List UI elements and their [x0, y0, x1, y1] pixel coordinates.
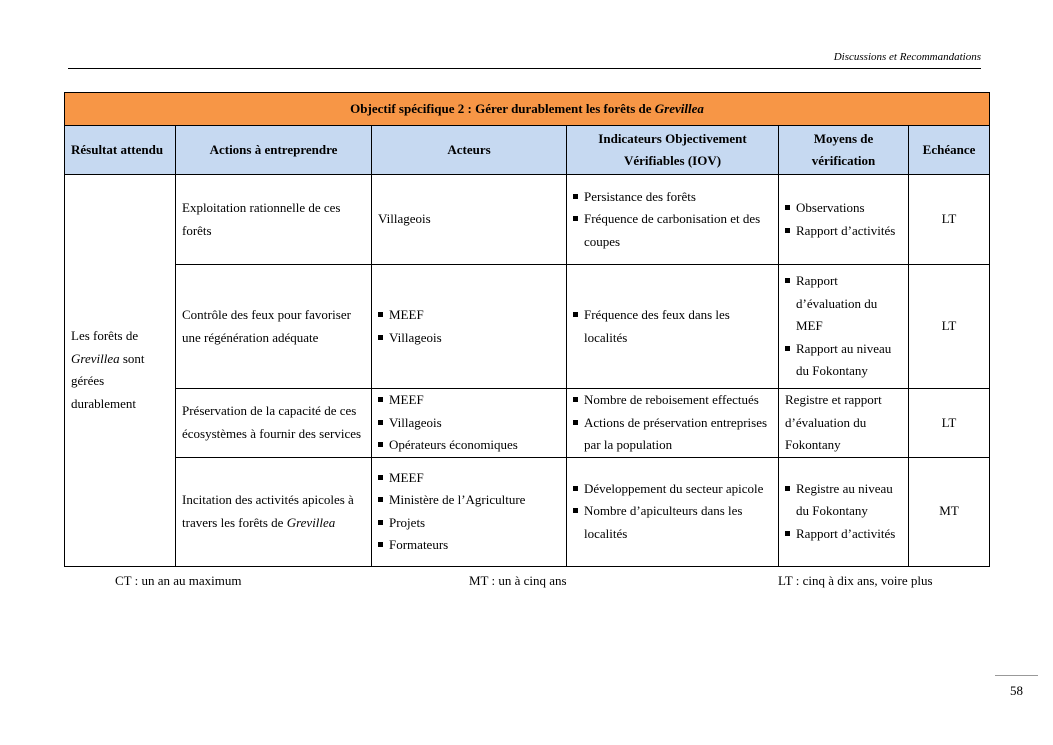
deadline-cell: MT	[909, 457, 990, 566]
iov-item: Fréquence des feux dans les localités	[573, 304, 772, 349]
legend-mt: MT : un à cinq ans	[469, 573, 567, 588]
actor-item: Villageois	[378, 327, 560, 350]
action-text: Incitation des activités apicoles à travers les forêts de	[182, 492, 354, 530]
table-row	[65, 389, 990, 458]
actor-item: Projets	[378, 512, 560, 535]
means-cell	[779, 457, 909, 566]
table-row	[65, 265, 990, 389]
means-item: Observations	[785, 197, 902, 220]
legend-lt: LT : cinq à dix ans, voire plus	[778, 573, 933, 588]
page-number: 58	[1010, 683, 1023, 698]
col-means-line2: vérification	[811, 153, 876, 168]
action-plan-table	[64, 92, 990, 567]
objective-title-text: Objectif spécifique 2 : Gérer durablement les forêts de	[350, 100, 655, 116]
actor-item: Villageois	[378, 412, 560, 435]
legend-ct: CT : un an au maximum	[115, 573, 242, 588]
actors-cell	[372, 389, 567, 458]
iov-item: Actions de préservation entreprises par la population	[573, 412, 772, 457]
iov-item: Développement du secteur apicole	[573, 478, 772, 501]
iov-item: Nombre de reboisement effectués	[573, 389, 772, 412]
column-header-row	[65, 126, 990, 175]
iov-cell	[567, 265, 779, 389]
col-actions-header: Actions à entreprendre	[176, 126, 372, 175]
col-means-header	[779, 126, 909, 175]
footer-rule	[995, 675, 1038, 676]
result-text-1: Les forêts de	[71, 328, 139, 344]
action-cell: Exploitation rationnelle de ces forêts	[176, 175, 372, 265]
result-species: Grevillea	[71, 350, 120, 366]
means-cell	[779, 175, 909, 265]
action-species: Grevillea	[286, 514, 336, 530]
col-iov-header	[567, 126, 779, 175]
actors-cell	[372, 457, 567, 566]
col-iov-line1: Indicateurs Objectivement	[598, 130, 747, 146]
objective-title	[65, 93, 990, 126]
objective-title-species: Grevillea	[654, 100, 704, 116]
means-item: Registre au niveau du Fokontany	[785, 478, 902, 523]
means-item: Rapport au niveau du Fokontany	[785, 338, 902, 383]
deadline-cell: LT	[909, 175, 990, 265]
means-cell: Registre et rapport d’évaluation du Fokontany	[779, 389, 909, 458]
iov-cell	[567, 457, 779, 566]
means-item: Rapport d’activités	[785, 523, 902, 546]
result-text-2: sont gérées durablement	[71, 350, 145, 411]
iov-item: Persistance des forêts	[573, 186, 772, 209]
iov-item: Nombre d’apiculteurs dans les localités	[573, 500, 772, 545]
action-cell: Préservation de la capacité de ces écosystèmes à fournir des services	[176, 389, 372, 458]
actor-item: Ministère de l’Agriculture	[378, 489, 560, 512]
running-head: Discussions et Recommandations	[833, 51, 981, 63]
deadline-cell: LT	[909, 389, 990, 458]
col-actors-header: Acteurs	[372, 126, 567, 175]
table-row	[65, 457, 990, 566]
actor-item: Formateurs	[378, 534, 560, 557]
iov-cell	[567, 175, 779, 265]
actor-item: Opérateurs économiques	[378, 434, 560, 457]
actors-cell: Villageois	[372, 175, 567, 265]
actors-cell	[372, 265, 567, 389]
table-row	[65, 175, 990, 265]
col-iov-line2: Vérifiables (IOV)	[623, 153, 722, 168]
action-cell: Contrôle des feux pour favoriser une régénération adéquate	[176, 265, 372, 389]
means-item: Rapport d’activités	[785, 220, 902, 243]
means-cell	[779, 265, 909, 389]
iov-cell	[567, 389, 779, 458]
objective-row	[65, 93, 990, 126]
col-deadline-header: Echéance	[909, 126, 990, 175]
header-rule	[68, 68, 981, 69]
actor-item: MEEF	[378, 304, 560, 327]
expected-result-cell	[65, 175, 176, 567]
action-cell	[176, 457, 372, 566]
col-means-line1: Moyens de	[813, 130, 874, 146]
means-item: Rapport d’évaluation du MEF	[785, 270, 902, 338]
actor-item: MEEF	[378, 467, 560, 490]
deadline-cell: LT	[909, 265, 990, 389]
iov-item: Fréquence de carbonisation et des coupes	[573, 208, 772, 253]
actor-item: MEEF	[378, 389, 560, 412]
col-result-header: Résultat attendu	[65, 126, 176, 175]
